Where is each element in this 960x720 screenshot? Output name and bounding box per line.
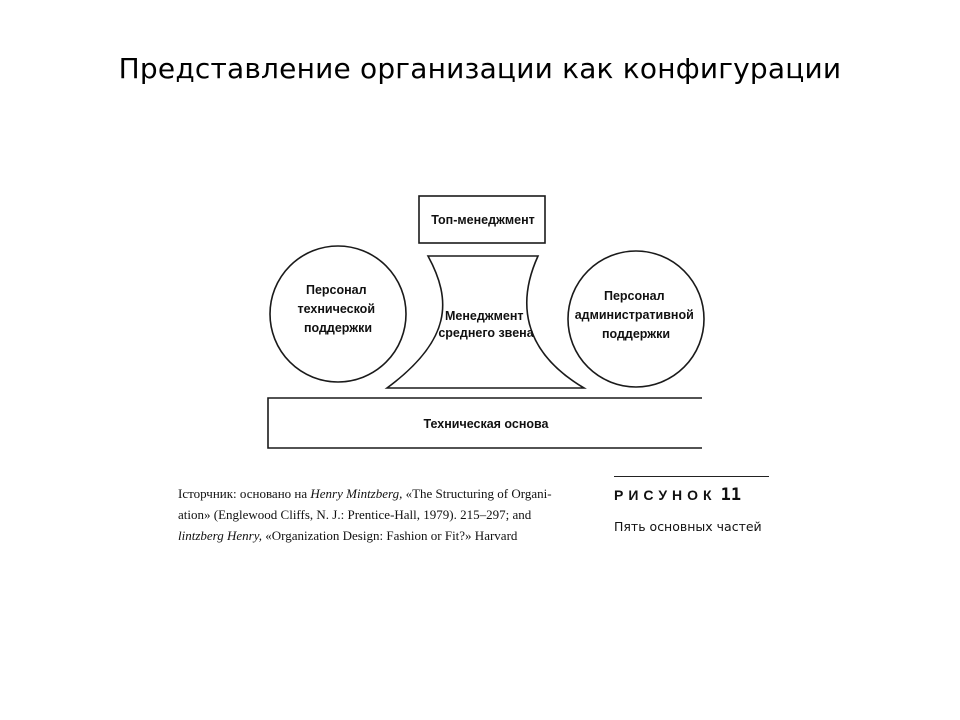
top-management-label: Топ-менеджмент [431,213,535,227]
technostructure-label-3: поддержки [303,321,373,335]
slide-title: Представление организации как конфигурации [118,52,842,85]
technostructure-label [298,283,379,335]
technostructure-label-1: Персонал [305,283,367,297]
middle-line-label-1: Менеджмент [444,309,524,323]
support-staff-label-2: административной [574,308,694,322]
support-staff-label-1: Персонал [603,289,665,303]
source-line-3: lintzberg Henry, «Organization Design: Fashion or Fit?» Harvard [178,528,518,543]
technostructure-label-2: технической [297,302,376,316]
figure-number: 11 [720,485,742,505]
source-note [178,483,578,546]
source-line-1: Історчник: основано на Henry Mintzberg, «The Structuring of Organi- [178,486,552,501]
support-staff-label-3: поддержки [601,327,671,341]
figure-caption [614,476,774,534]
source-line-2: ation» (Englewood Cliffs, N. J.: Prentice-Hall, 1979). 215–297; and [178,507,532,522]
operating-core-label: Техническая основа [423,417,549,431]
figure-word: РИСУНОК 11 [614,485,742,505]
figure-subtitle: Пять основных частей [614,519,762,534]
middle-line-label-2: среднего звена [438,326,534,340]
caption-rule [614,476,769,477]
